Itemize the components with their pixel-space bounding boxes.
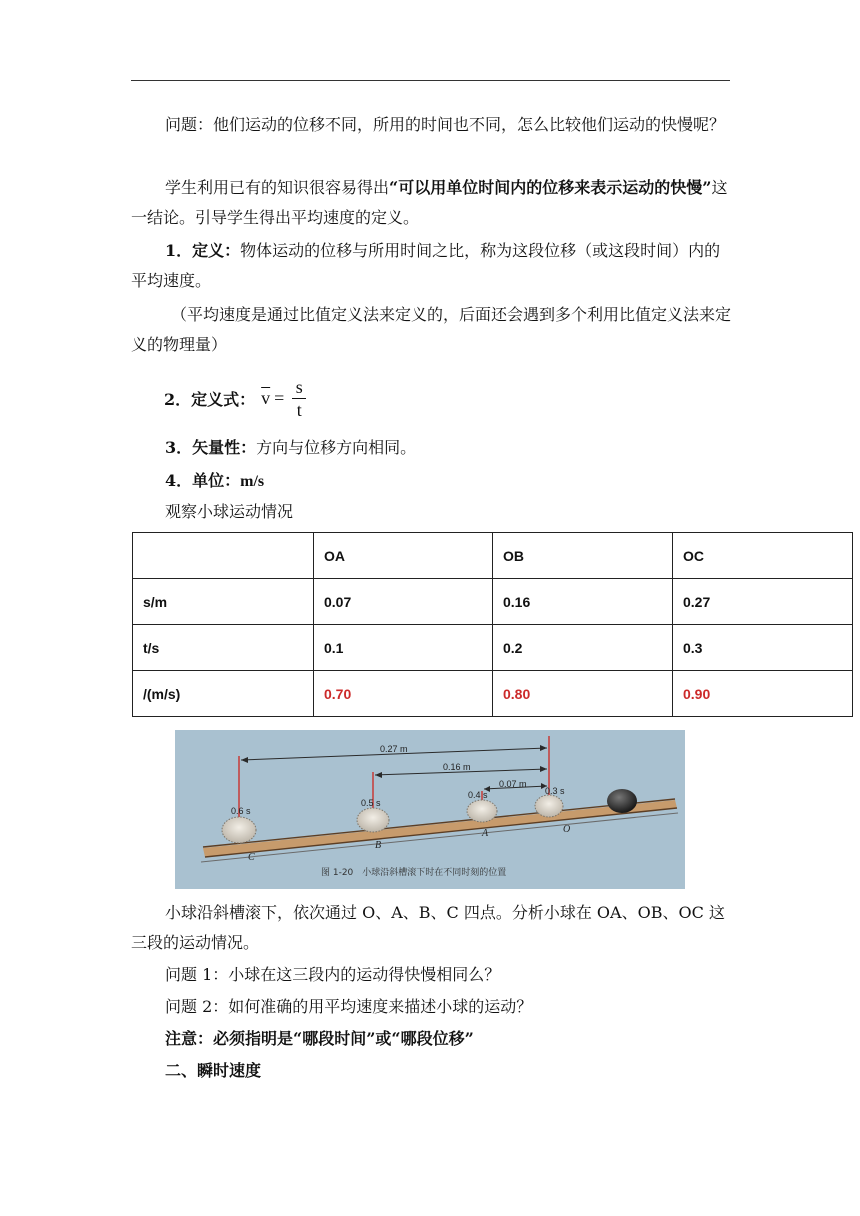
time-o-label: 0.3 s xyxy=(545,786,565,796)
conclusion-pre: 学生利用已有的知识很容易得出 xyxy=(165,178,390,197)
vector-label: 矢量性： xyxy=(192,438,257,457)
table-row xyxy=(133,625,853,671)
question-2: 问题 2：如何准确的用平均速度来描述小球的运动？ xyxy=(165,997,533,1016)
formula-label: 定义式： xyxy=(191,389,256,409)
formula-line xyxy=(164,372,306,424)
attention-note: 注意：必须指明是“哪段时间”或“哪段位移” xyxy=(165,1029,474,1048)
time-a-label: 0.4 s xyxy=(468,790,488,800)
table-header-row xyxy=(133,533,853,579)
ball-o xyxy=(535,795,563,817)
point-a-label: A xyxy=(482,828,489,839)
definition-paragraph xyxy=(131,236,731,296)
distance-oa-label: 0.07 m xyxy=(499,779,527,789)
definition-label: 定义： xyxy=(192,241,241,260)
table-cell-highlight: 0.80 xyxy=(493,671,673,717)
table-header-cell: OA xyxy=(314,533,493,579)
time-b-label: 0.5 s xyxy=(361,798,381,808)
conclusion-post: 这一结论。引导学生得出平均速度的定义。 xyxy=(131,178,728,227)
formula-fraction xyxy=(292,378,306,419)
formula-v-bar: $\overline{v}$ xyxy=(261,387,271,408)
analysis-paragraph: 小球沿斜槽滚下，依次通过 O、A、B、C 四点。分析小球在 OA、OB、OC 这三段的运动情况。 xyxy=(131,903,725,952)
table-row xyxy=(133,671,853,717)
table-cell: t/s xyxy=(133,625,314,671)
table-header-cell: OC xyxy=(673,533,853,579)
conclusion-paragraph xyxy=(131,173,731,233)
point-c-label: C xyxy=(248,852,255,863)
section-heading: 二、瞬时速度 xyxy=(165,1061,262,1080)
vector-text: 方向与位移方向相同。 xyxy=(256,438,417,457)
figure-caption: 图 1-20 小球沿斜槽滚下时在不同时刻的位置 xyxy=(321,868,507,878)
unit-value: m/s xyxy=(240,473,265,490)
formula-denominator: t xyxy=(296,399,302,420)
table-cell: s/m xyxy=(133,579,314,625)
distance-ob-label: 0.16 m xyxy=(443,762,471,772)
table-header-cell: OB xyxy=(493,533,673,579)
table-cell: /(m/s) xyxy=(133,671,314,717)
conclusion-bold: “可以用单位时间内的位移来表示运动的快慢” xyxy=(389,178,712,197)
question-paragraph: 问题：他们运动的位移不同，所用的时间也不同，怎么比较他们运动的快慢呢？ xyxy=(165,115,726,134)
ball-a xyxy=(467,800,497,822)
formula-equals: = xyxy=(274,387,285,408)
point-o-label: O xyxy=(563,824,571,835)
figure-svg xyxy=(175,730,685,889)
unit-number: 4． xyxy=(165,471,193,490)
table-cell: 0.27 xyxy=(673,579,853,625)
observe-paragraph: 观察小球运动情况 xyxy=(165,502,294,521)
ball-rolling xyxy=(607,789,637,813)
table-cell: 0.2 xyxy=(493,625,673,671)
table-cell: 0.3 xyxy=(673,625,853,671)
note-paragraph: （平均速度是通过比值定义法来定义的，后面还会遇到多个利用比值定义法来定义的物理量） xyxy=(131,305,732,354)
definition-text: 物体运动的位移与所用时间之比，称为这段位移（或这段时间）内的平均速度。 xyxy=(131,241,721,290)
table-cell-highlight: 0.70 xyxy=(314,671,493,717)
ball-c xyxy=(222,817,256,843)
data-table xyxy=(132,532,853,717)
table-row xyxy=(133,579,853,625)
ball-incline-figure xyxy=(175,730,685,889)
ball-b xyxy=(357,808,389,832)
unit-label: 单位： xyxy=(192,471,241,490)
formula-number: 2． xyxy=(164,389,192,409)
vector-paragraph xyxy=(165,433,765,463)
time-c-label: 0.6 s xyxy=(231,806,251,816)
table-cell: 0.1 xyxy=(314,625,493,671)
formula-numerator: s xyxy=(295,376,303,397)
table-cell: 0.16 xyxy=(493,579,673,625)
fraction-bar xyxy=(292,398,306,399)
table-cell: 0.07 xyxy=(314,579,493,625)
table-cell-highlight: 0.90 xyxy=(673,671,853,717)
vector-number: 3． xyxy=(165,438,193,457)
table-header-cell xyxy=(133,533,314,579)
point-b-label: B xyxy=(375,840,382,851)
definition-number: 1． xyxy=(165,241,193,260)
distance-oc-label: 0.27 m xyxy=(380,744,408,754)
unit-paragraph xyxy=(165,466,765,497)
question-1: 问题 1：小球在这三段内的运动得快慢相同么？ xyxy=(165,965,501,984)
header-rule xyxy=(131,80,730,81)
